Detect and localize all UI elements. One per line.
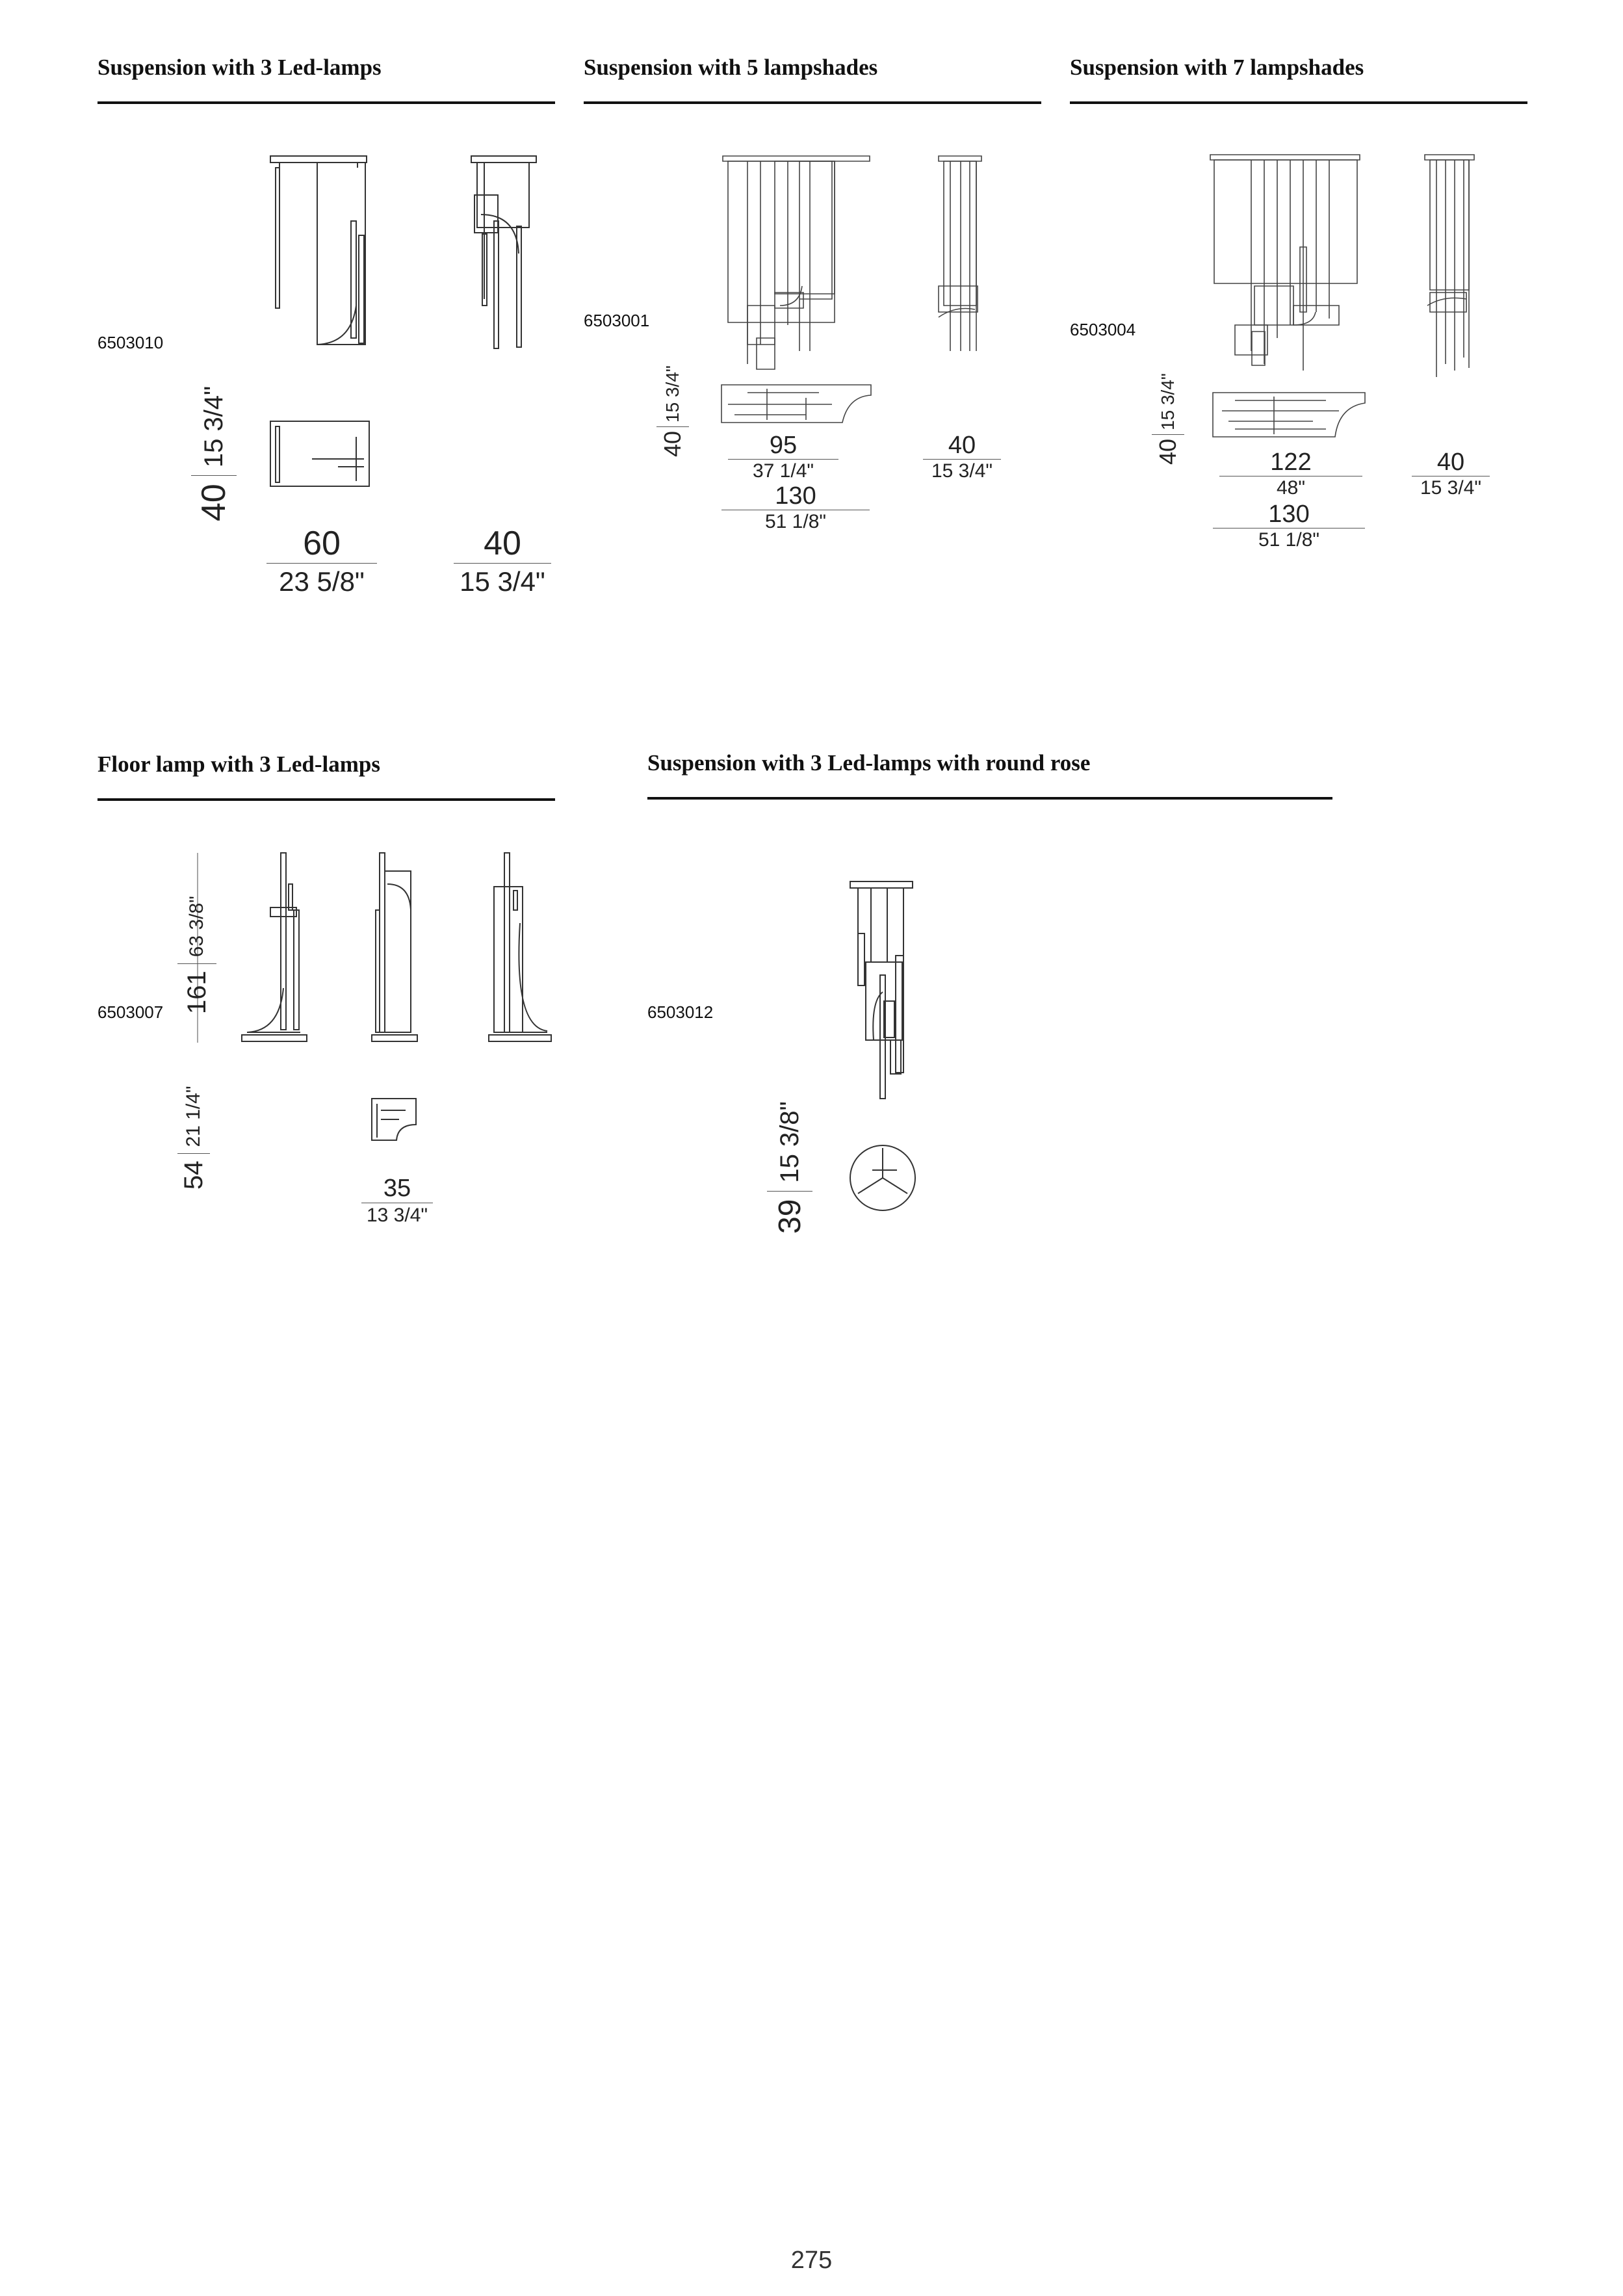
section-title-floor-lamp-3-led: Floor lamp with 3 Led-lamps bbox=[97, 751, 380, 777]
depth-dimension: 40 15 3/4" bbox=[1412, 449, 1490, 500]
total-width-dimension: 130 51 1/8" bbox=[1213, 501, 1365, 552]
height-dimension: 161 63 3/8" bbox=[168, 852, 226, 1014]
product-code: 6503001 bbox=[584, 311, 650, 330]
product-code: 6503004 bbox=[1070, 320, 1136, 339]
base-width-dimension: 35 13 3/4" bbox=[361, 1174, 433, 1228]
width-dimension: 95 37 1/4" bbox=[728, 432, 838, 483]
page-number: 275 bbox=[790, 2247, 833, 2274]
product-code: 6503010 bbox=[97, 333, 164, 352]
ceiling-rose-shape bbox=[850, 881, 913, 888]
section-title-suspension-5-lampshades: Suspension with 5 lampshades bbox=[584, 55, 878, 80]
product-code: 6503007 bbox=[97, 1002, 164, 1022]
height-dimension: 40 15 3/4" bbox=[647, 359, 699, 457]
depth-dimension: 40 15 3/4" bbox=[923, 432, 1001, 483]
diameter-dimension: 39 15 3/8" bbox=[754, 1123, 825, 1234]
base-height-dimension: 54 21 1/4" bbox=[168, 1060, 220, 1190]
height-dimension: 40 15 3/4" bbox=[178, 385, 250, 521]
height-dimension: 40 15 3/4" bbox=[1142, 367, 1194, 465]
depth-dimension: 40 15 3/4" bbox=[454, 524, 551, 600]
width-dimension: 60 23 5/8" bbox=[266, 524, 377, 600]
width-dimension: 122 48" bbox=[1219, 449, 1362, 500]
product-code: 6503012 bbox=[647, 1002, 714, 1022]
section-title-suspension-7-lampshades: Suspension with 7 lampshades bbox=[1070, 55, 1364, 80]
section-title-suspension-3-led-round-rose: Suspension with 3 Led-lamps with round rose bbox=[647, 750, 1091, 776]
total-width-dimension: 130 51 1/8" bbox=[721, 482, 870, 534]
section-title-suspension-3-led: Suspension with 3 Led-lamps bbox=[97, 55, 382, 80]
